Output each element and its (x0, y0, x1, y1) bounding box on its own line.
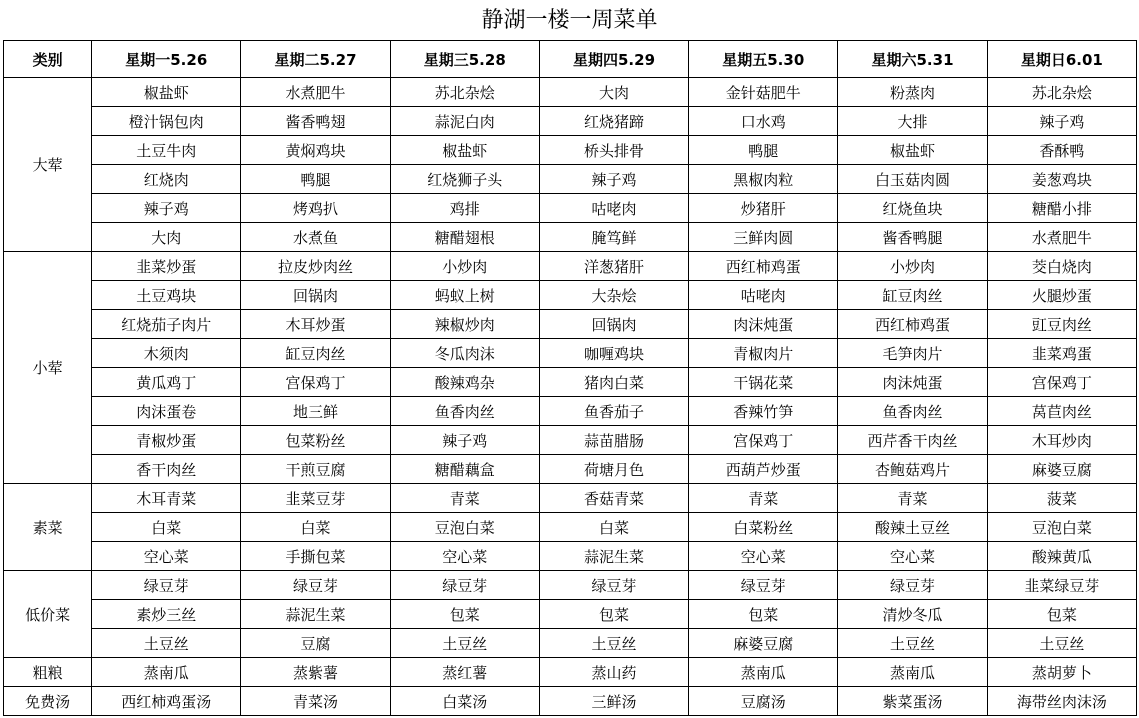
header-day-tue: 星期二5.27 (241, 41, 390, 78)
dish-cell: 西红柿鸡蛋汤 (92, 687, 241, 716)
dish-cell: 杏鲍菇鸡片 (838, 455, 987, 484)
menu-row (4, 136, 1137, 165)
dish-cell: 毛笋肉片 (838, 339, 987, 368)
dish-cell: 莴苣肉丝 (987, 397, 1136, 426)
dish-cell: 包菜 (539, 600, 688, 629)
dish-cell: 金针菇肥牛 (689, 78, 838, 107)
dish-cell: 土豆丝 (92, 629, 241, 658)
dish-cell: 蒸红薯 (390, 658, 539, 687)
page-title: 静湖一楼一周菜单 (481, 8, 658, 33)
dish-cell: 青菜 (390, 484, 539, 513)
category-cell: 大荤 (4, 78, 92, 252)
menu-row (4, 397, 1137, 426)
dish-cell: 红烧肉 (92, 165, 241, 194)
dish-cell: 土豆丝 (539, 629, 688, 658)
dish-cell: 粉蒸肉 (838, 78, 987, 107)
dish-cell: 辣子鸡 (92, 194, 241, 223)
dish-cell: 韭菜鸡蛋 (987, 339, 1136, 368)
menu-row (4, 658, 1137, 687)
dish-cell: 蒸山药 (539, 658, 688, 687)
dish-cell: 青菜 (838, 484, 987, 513)
dish-cell: 黄焖鸡块 (241, 136, 390, 165)
dish-cell: 青菜汤 (241, 687, 390, 716)
dish-cell: 香酥鸭 (987, 136, 1136, 165)
category-cell: 粗粮 (4, 658, 92, 687)
dish-cell: 椒盐虾 (92, 78, 241, 107)
dish-cell: 大排 (838, 107, 987, 136)
dish-cell: 香菇青菜 (539, 484, 688, 513)
dish-cell: 绿豆芽 (838, 571, 987, 600)
dish-cell: 清炒冬瓜 (838, 600, 987, 629)
dish-cell: 酱香鸭腿 (838, 223, 987, 252)
dish-cell: 青椒炒蛋 (92, 426, 241, 455)
header-day-fri: 星期五5.30 (689, 41, 838, 78)
dish-cell: 咕咾肉 (689, 281, 838, 310)
dish-cell: 红烧猪蹄 (539, 107, 688, 136)
dish-cell: 三鲜汤 (539, 687, 688, 716)
dish-cell: 咖喱鸡块 (539, 339, 688, 368)
menu-row (4, 78, 1137, 107)
dish-cell: 木耳炒蛋 (241, 310, 390, 339)
dish-cell: 红烧鱼块 (838, 194, 987, 223)
dish-cell: 鱼香肉丝 (390, 397, 539, 426)
dish-cell: 蒸南瓜 (689, 658, 838, 687)
dish-cell: 蒸南瓜 (838, 658, 987, 687)
dish-cell: 水煮鱼 (241, 223, 390, 252)
dish-cell: 鱼香茄子 (539, 397, 688, 426)
dish-cell: 鱼香肉丝 (838, 397, 987, 426)
dish-cell: 糖醋翅根 (390, 223, 539, 252)
dish-cell: 椒盐虾 (838, 136, 987, 165)
menu-row (4, 629, 1137, 658)
dish-cell: 回锅肉 (241, 281, 390, 310)
header-row (4, 41, 1137, 78)
menu-body (4, 78, 1137, 716)
dish-cell: 蚂蚁上树 (390, 281, 539, 310)
dish-cell: 西芹香干肉丝 (838, 426, 987, 455)
dish-cell: 青椒肉片 (689, 339, 838, 368)
dish-cell: 包菜 (689, 600, 838, 629)
dish-cell: 豆泡白菜 (390, 513, 539, 542)
dish-cell: 海带丝肉沫汤 (987, 687, 1136, 716)
dish-cell: 豆腐 (241, 629, 390, 658)
dish-cell: 鸡排 (390, 194, 539, 223)
dish-cell: 空心菜 (390, 542, 539, 571)
dish-cell: 黄瓜鸡丁 (92, 368, 241, 397)
dish-cell: 大杂烩 (539, 281, 688, 310)
dish-cell: 麻婆豆腐 (987, 455, 1136, 484)
menu-row (4, 339, 1137, 368)
dish-cell: 蒸紫薯 (241, 658, 390, 687)
dish-cell: 西红柿鸡蛋 (838, 310, 987, 339)
menu-row (4, 194, 1137, 223)
dish-cell: 绿豆芽 (539, 571, 688, 600)
category-cell: 素菜 (4, 484, 92, 571)
dish-cell: 肉沫炖蛋 (689, 310, 838, 339)
dish-cell: 缸豆肉丝 (838, 281, 987, 310)
dish-cell: 土豆牛肉 (92, 136, 241, 165)
dish-cell: 猪肉白菜 (539, 368, 688, 397)
menu-row (4, 484, 1137, 513)
dish-cell: 糖醋藕盒 (390, 455, 539, 484)
dish-cell: 地三鲜 (241, 397, 390, 426)
menu-row (4, 223, 1137, 252)
dish-cell: 白菜 (539, 513, 688, 542)
dish-cell: 绿豆芽 (689, 571, 838, 600)
dish-cell: 苏北杂烩 (987, 78, 1136, 107)
dish-cell: 韭菜炒蛋 (92, 252, 241, 281)
header-day-sun: 星期日6.01 (987, 41, 1136, 78)
dish-cell: 绿豆芽 (92, 571, 241, 600)
dish-cell: 桥头排骨 (539, 136, 688, 165)
dish-cell: 姜葱鸡块 (987, 165, 1136, 194)
dish-cell: 火腿炒蛋 (987, 281, 1136, 310)
dish-cell: 香干肉丝 (92, 455, 241, 484)
menu-row (4, 455, 1137, 484)
menu-row (4, 252, 1137, 281)
dish-cell: 椒盐虾 (390, 136, 539, 165)
dish-cell: 三鲜肉圆 (689, 223, 838, 252)
menu-row (4, 687, 1137, 716)
dish-cell: 青菜 (689, 484, 838, 513)
dish-cell: 空心菜 (838, 542, 987, 571)
dish-cell: 缸豆肉丝 (241, 339, 390, 368)
dish-cell: 蒜泥生菜 (241, 600, 390, 629)
dish-cell: 西葫芦炒蛋 (689, 455, 838, 484)
dish-cell: 白菜汤 (390, 687, 539, 716)
menu-row (4, 165, 1137, 194)
category-cell: 低价菜 (4, 571, 92, 658)
dish-cell: 拉皮炒肉丝 (241, 252, 390, 281)
dish-cell: 土豆丝 (838, 629, 987, 658)
dish-cell: 干锅花菜 (689, 368, 838, 397)
dish-cell: 木耳青菜 (92, 484, 241, 513)
dish-cell: 蒸胡萝卜 (987, 658, 1136, 687)
dish-cell: 水煮肥牛 (241, 78, 390, 107)
dish-cell: 辣子鸡 (390, 426, 539, 455)
dish-cell: 宫保鸡丁 (241, 368, 390, 397)
dish-cell: 水煮肥牛 (987, 223, 1136, 252)
dish-cell: 菠菜 (987, 484, 1136, 513)
dish-cell: 口水鸡 (689, 107, 838, 136)
dish-cell: 白菜 (241, 513, 390, 542)
dish-cell: 小炒肉 (390, 252, 539, 281)
menu-row (4, 571, 1137, 600)
dish-cell: 鸭腿 (241, 165, 390, 194)
dish-cell: 腌笃鲜 (539, 223, 688, 252)
dish-cell: 蒜泥生菜 (539, 542, 688, 571)
menu-row (4, 513, 1137, 542)
dish-cell: 烤鸡扒 (241, 194, 390, 223)
dish-cell: 肉沫炖蛋 (838, 368, 987, 397)
dish-cell: 冬瓜肉沫 (390, 339, 539, 368)
dish-cell: 土豆鸡块 (92, 281, 241, 310)
header-day-mon: 星期一5.26 (92, 41, 241, 78)
dish-cell: 辣椒炒肉 (390, 310, 539, 339)
menu-row (4, 281, 1137, 310)
dish-cell: 豆泡白菜 (987, 513, 1136, 542)
dish-cell: 绿豆芽 (390, 571, 539, 600)
dish-cell: 糖醋小排 (987, 194, 1136, 223)
dish-cell: 韭菜豆芽 (241, 484, 390, 513)
dish-cell: 酸辣黄瓜 (987, 542, 1136, 571)
menu-row (4, 542, 1137, 571)
dish-cell: 洋葱猪肝 (539, 252, 688, 281)
dish-cell: 橙汁锅包肉 (92, 107, 241, 136)
dish-cell: 豆腐汤 (689, 687, 838, 716)
dish-cell: 白玉菇肉圆 (838, 165, 987, 194)
dish-cell: 素炒三丝 (92, 600, 241, 629)
dish-cell: 红烧茄子肉片 (92, 310, 241, 339)
dish-cell: 木须肉 (92, 339, 241, 368)
dish-cell: 蒜苗腊肠 (539, 426, 688, 455)
menu-row (4, 310, 1137, 339)
dish-cell: 空心菜 (689, 542, 838, 571)
dish-cell: 鸭腿 (689, 136, 838, 165)
header-day-wed: 星期三5.28 (390, 41, 539, 78)
dish-cell: 蒸南瓜 (92, 658, 241, 687)
dish-cell: 回锅肉 (539, 310, 688, 339)
dish-cell: 辣子鸡 (987, 107, 1136, 136)
menu-table (3, 40, 1137, 716)
dish-cell: 咕咾肉 (539, 194, 688, 223)
dish-cell: 红烧狮子头 (390, 165, 539, 194)
dish-cell: 苏北杂烩 (390, 78, 539, 107)
dish-cell: 荷塘月色 (539, 455, 688, 484)
dish-cell: 包菜 (987, 600, 1136, 629)
dish-cell: 大肉 (539, 78, 688, 107)
dish-cell: 包菜 (390, 600, 539, 629)
dish-cell: 土豆丝 (390, 629, 539, 658)
menu-row (4, 107, 1137, 136)
dish-cell: 酸辣鸡杂 (390, 368, 539, 397)
dish-cell: 宫保鸡丁 (689, 426, 838, 455)
dish-cell: 白菜粉丝 (689, 513, 838, 542)
dish-cell: 蒜泥白肉 (390, 107, 539, 136)
dish-cell: 宫保鸡丁 (987, 368, 1136, 397)
dish-cell: 酱香鸭翅 (241, 107, 390, 136)
dish-cell: 包菜粉丝 (241, 426, 390, 455)
dish-cell: 土豆丝 (987, 629, 1136, 658)
menu-row (4, 600, 1137, 629)
dish-cell: 小炒肉 (838, 252, 987, 281)
dish-cell: 麻婆豆腐 (689, 629, 838, 658)
dish-cell: 韭菜绿豆芽 (987, 571, 1136, 600)
dish-cell: 肉沫蛋卷 (92, 397, 241, 426)
category-cell: 免费汤 (4, 687, 92, 716)
dish-cell: 干煎豆腐 (241, 455, 390, 484)
header-day-sat: 星期六5.31 (838, 41, 987, 78)
dish-cell: 豇豆肉丝 (987, 310, 1136, 339)
dish-cell: 手撕包菜 (241, 542, 390, 571)
dish-cell: 茭白烧肉 (987, 252, 1136, 281)
header-category: 类别 (4, 41, 92, 78)
dish-cell: 酸辣土豆丝 (838, 513, 987, 542)
dish-cell: 炒猪肝 (689, 194, 838, 223)
dish-cell: 辣子鸡 (539, 165, 688, 194)
dish-cell: 香辣竹笋 (689, 397, 838, 426)
category-cell: 小荤 (4, 252, 92, 484)
dish-cell: 木耳炒肉 (987, 426, 1136, 455)
menu-row (4, 426, 1137, 455)
dish-cell: 西红柿鸡蛋 (689, 252, 838, 281)
dish-cell: 黑椒肉粒 (689, 165, 838, 194)
dish-cell: 紫菜蛋汤 (838, 687, 987, 716)
dish-cell: 绿豆芽 (241, 571, 390, 600)
dish-cell: 大肉 (92, 223, 241, 252)
dish-cell: 白菜 (92, 513, 241, 542)
menu-row (4, 368, 1137, 397)
header-day-thu: 星期四5.29 (539, 41, 688, 78)
dish-cell: 空心菜 (92, 542, 241, 571)
